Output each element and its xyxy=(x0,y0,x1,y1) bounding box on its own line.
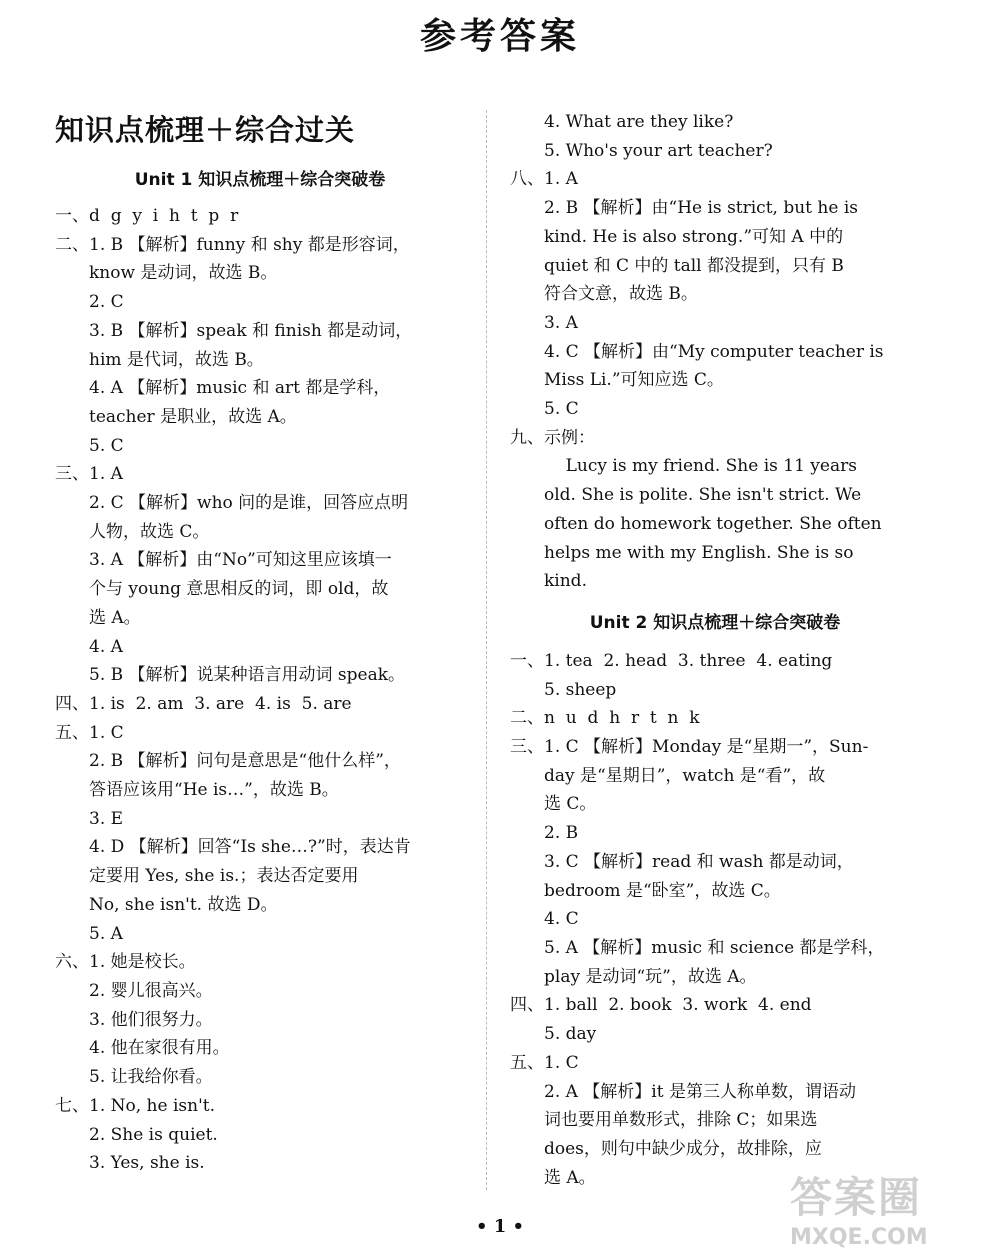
answer-line: 5. day xyxy=(544,1024,597,1045)
answer-line: 选 C。 xyxy=(544,794,597,815)
answer-line: 三、1. C 【解析】Monday 是“星期一”，Sun- xyxy=(510,737,869,758)
answer-line: 3. E xyxy=(89,808,124,829)
answer-line: know 是动词，故选 B。 xyxy=(89,263,278,284)
answer-line: 符合文意，故选 B。 xyxy=(544,284,698,305)
unit1-heading: Unit 1 知识点梳理＋综合突破卷 xyxy=(134,170,386,190)
section-heading: 知识点梳理＋综合过关 xyxy=(55,113,356,147)
answer-line: 答语应该用“He is…”，故选 B。 xyxy=(89,780,339,801)
answer-line: 九、示例： xyxy=(510,427,595,448)
answer-line: 2. A 【解析】it 是第三人称单数，谓语动 xyxy=(544,1081,856,1102)
answer-line: 定要用 Yes, she is.；表达否定要用 xyxy=(89,866,359,887)
answer-line: No, she isn't. 故选 D。 xyxy=(89,894,278,915)
watermark-text: 答案圈 xyxy=(790,1173,923,1222)
unit1-answers-part2 xyxy=(510,108,920,596)
answer-line: 一、1. tea 2. head 3. three 4. eating xyxy=(510,650,833,671)
answer-line: 2. B 【解析】由“He is strict, but he is xyxy=(544,198,858,219)
answer-line: day 是“星期日”，watch 是“看”，故 xyxy=(544,765,826,786)
answer-line: does，则句中缺少成分，故排除，应 xyxy=(544,1138,822,1159)
answer-line: kind. He is also strong.”可知 A 中的 xyxy=(544,226,844,247)
answer-line: 2. B 【解析】问句是意思是“他什么样”， xyxy=(89,751,401,772)
answer-line: 3. A 【解析】由“No”可知这里应该填一 xyxy=(89,550,392,571)
answer-line: 选 A。 xyxy=(89,607,141,628)
left-column xyxy=(55,104,465,1178)
answer-line: 个与 young 意思相反的词，即 old，故 xyxy=(89,579,389,600)
column-divider xyxy=(486,110,487,1190)
answer-line: quiet 和 C 中的 tall 都没提到，只有 B xyxy=(544,255,844,276)
answer-line: 5. sheep xyxy=(544,679,617,700)
answer-line: 5. Who's your art teacher? xyxy=(544,140,773,161)
answer-line: play 是动词“玩”，故选 A。 xyxy=(544,966,757,987)
answer-line: 2. She is quiet. xyxy=(89,1124,218,1145)
answer-line: 二、1. B 【解析】funny 和 shy 都是形容词， xyxy=(55,234,410,255)
answer-line: 2. C 【解析】who 问的是谁，回答应点明 xyxy=(89,493,409,514)
page-number: • 1 • xyxy=(475,1216,525,1237)
answer-line: 5. 让我给你看。 xyxy=(89,1067,213,1088)
answer-line: 4. D 【解析】回答“Is she…?”时，表达肯 xyxy=(89,837,411,858)
answer-line: 五、1. C xyxy=(510,1052,579,1073)
answer-line: Lucy is my friend. She is 11 years xyxy=(544,456,857,477)
answer-line: bedroom 是“卧室”，故选 C。 xyxy=(544,880,781,901)
unit1-answers-part1 xyxy=(55,202,465,1178)
answer-line: 词也要用单数形式，排除 C；如果选 xyxy=(544,1110,818,1131)
answer-line: 4. C xyxy=(544,909,579,930)
answer-line: 2. 婴儿很高兴。 xyxy=(89,980,213,1001)
answer-line: 3. Yes, she is. xyxy=(89,1153,205,1174)
answer-line: 5. C xyxy=(544,399,579,420)
answer-line: 3. C 【解析】read 和 wash 都是动词， xyxy=(544,851,854,872)
answer-line: 3. A xyxy=(544,312,578,333)
answer-line: 八、1. A xyxy=(510,169,578,190)
answer-line: 2. C xyxy=(89,292,124,313)
answer-line: 五、1. C xyxy=(55,722,124,743)
answer-line: helps me with my English. She is so xyxy=(544,542,854,563)
answer-line: 5. B 【解析】说某种语言用动词 speak。 xyxy=(89,665,406,686)
answer-line: 四、1. is 2. am 3. are 4. is 5. are xyxy=(55,693,352,714)
unit2-heading: Unit 2 知识点梳理＋综合突破卷 xyxy=(589,612,841,633)
answer-line: 人物，故选 C。 xyxy=(89,521,210,542)
answer-line: often do homework together. She often xyxy=(544,513,882,534)
answer-line: 选 A。 xyxy=(544,1167,596,1188)
right-column xyxy=(510,108,920,1192)
answer-line: 3. 他们很努力。 xyxy=(89,1009,213,1030)
answer-line: teacher 是职业，故选 A。 xyxy=(89,406,297,427)
answer-line: him 是代词，故选 B。 xyxy=(89,349,264,370)
answer-line: 5. C xyxy=(89,435,124,456)
page-title: 参考答案 xyxy=(419,16,580,57)
answer-line: 七、1. No, he isn't. xyxy=(55,1095,215,1116)
answer-line: 一、d g y i h t p r xyxy=(55,206,239,226)
answer-line: 4. A xyxy=(89,636,123,657)
answer-line: 4. What are they like? xyxy=(544,112,734,132)
answer-line: 四、1. ball 2. book 3. work 4. end xyxy=(510,995,812,1016)
watermark-logo xyxy=(790,1165,990,1250)
answer-line: 4. C 【解析】由“My computer teacher is xyxy=(544,341,884,362)
answer-line: 六、1. 她是校长。 xyxy=(55,952,196,973)
answer-line: 5. A xyxy=(89,923,123,944)
answer-line: 2. B xyxy=(544,823,579,844)
answer-line: 3. B 【解析】speak 和 finish 都是动词， xyxy=(89,320,413,341)
watermark-url: MXQE.COM xyxy=(790,1225,928,1250)
answer-line: 4. 他在家很有用。 xyxy=(89,1038,230,1059)
answer-line: Miss Li.”可知应选 C。 xyxy=(544,370,724,391)
unit2-answers xyxy=(510,647,920,1192)
answer-line: 5. A 【解析】music 和 science 都是学科， xyxy=(544,937,885,958)
answer-line: 二、n u d h r t n k xyxy=(510,708,700,729)
answer-line: old. She is polite. She isn't strict. We xyxy=(544,485,862,506)
answer-line: kind. xyxy=(544,571,587,592)
answer-line: 4. A 【解析】music 和 art 都是学科， xyxy=(89,378,391,399)
answer-line: 三、1. A xyxy=(55,464,123,485)
